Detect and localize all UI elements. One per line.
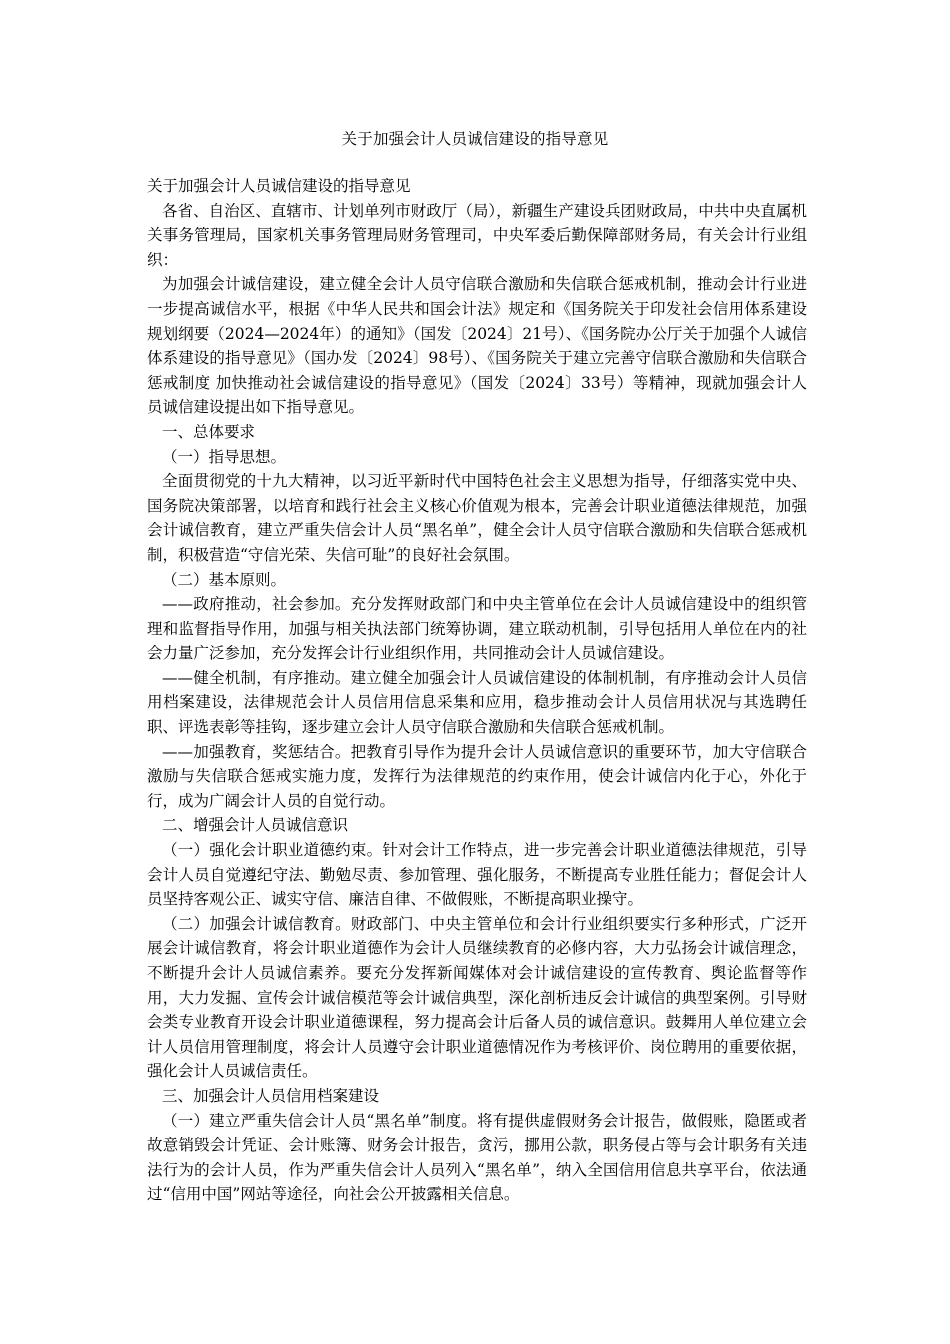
body-paragraph: （二）加强会计诚信教育。财政部门、中央主管单位和会计行业组织要实行多种形式，广泛开展会计诚信教育，将会计职业道德作为会计人员继续教育的必修内容，大力弘扬会计诚信理念，不断提升会计人员诚信素养。要充分发挥新闻媒体对会计诚信建设的宣传教育、舆论监督等作用，大力发掘、宣传会计诚信模范等会计诚信典型，深化剖析违反会计诚信的典型案例。引导财会类专业教育开设会计职业道德课程，努力提高会计后备人员的诚信意识。鼓舞用人单位建立会计人员信用管理制度，将会计人员遵守会计职业道德情况作为考核评价、岗位聘用的重要依据，强化会计人员诚信责任。 <box>147 914 807 1081</box>
document-body <box>147 174 807 1207</box>
subsection-heading: （二）基本原则。 <box>162 570 287 589</box>
document-title: 关于加强会计人员诚信建设的指导意见 <box>341 130 609 148</box>
principle-paragraph: ——健全机制，有序推动。建立健全加强会计人员诚信建设的体制机制，有序推动会计人员信用档案建设，法律规范会计人员信用信息采集和应用，稳步推动会计人员信用状况与其选聘任职、评选表彰等挂钩，逐步建立会计人员守信联合激励和失信联合惩戒机制。 <box>147 668 807 737</box>
addressee-paragraph: 各省、自治区、直辖市、计划单列市财政厅（局），新疆生产建设兵团财政局，中共中央直属机关事务管理局，国家机关事务管理局财务管理司，中央军委后勤保障部财务局，有关会计行业组织： <box>147 201 807 269</box>
body-heading: 关于加强会计人员诚信建设的指导意见 <box>147 177 411 195</box>
body-paragraph: （一）强化会计职业道德约束。针对会计工作特点，进一步完善会计职业道德法律规范，引导会计人员自觉遵纪守法、勤勉尽责、参加管理、强化服务，不断提高专业胜任能力；督促会计人员坚持客观公正、诚实守信、廉洁自律、不做假账，不断提高职业操守。 <box>147 841 807 909</box>
intro-paragraph: 为加强会计诚信建设，建立健全会计人员守信联合激励和失信联合惩戒机制，推动会计行业进一步提高诚信水平，根据《中华人民共和国会计法》规定和《国务院关于印发社会信用体系建设规划纲要（2024—2024年）的通知》（国发〔2024〕21号）、《国务院办公厅关于加强个人诚信体系建设的指导意见》（国办发〔2024〕98号）、《国务院关于建立完善守信联合激励和失信联合惩戒制度 加快推动社会诚信建设的指导意见》（国发〔2024〕33号）等精神，现就加强会计人员诚信建设提出如下指导意见。 <box>147 275 807 417</box>
subsection-heading: （一）指导思想。 <box>162 447 287 466</box>
section-heading-1: 一、总体要求 <box>162 422 256 441</box>
body-paragraph: 全面贯彻党的十九大精神，以习近平新时代中国特色社会主义思想为指导，仔细落实党中央、国务院决策部署，以培育和践行社会主义核心价值观为根本，完善会计职业道德法律规范，加强会计诚信教育，建立严重失信会计人员“黑名单”，健全会计人员守信联合激励和失信联合惩戒机制，积极营造“守信光荣、失信可耻”的良好社会氛围。 <box>147 472 807 564</box>
body-paragraph: （一）建立严重失信会计人员“黑名单”制度。将有提供虚假财务会计报告，做假账，隐匿或者故意销毁会计凭证、会计账簿、财务会计报告，贪污，挪用公款，职务侵占等与会计职务有关违法行为的会计人员，作为严重失信会计人员列入“黑名单”，纳入全国信用信息共享平台，依法通过“信用中国”网站等途径，向社会公开披露相关信息。 <box>147 1111 807 1204</box>
section-heading-3: 三、加强会计人员信用档案建设 <box>162 1086 380 1105</box>
section-heading-2: 二、增强会计人员诚信意识 <box>162 816 349 835</box>
principle-paragraph: ——政府推动，社会参加。充分发挥财政部门和中央主管单位在会计人员诚信建设中的组织管理和监督指导作用，加强与相关执法部门统筹协调，建立联动机制，引导包括用人单位在内的社会力量广泛参加，充分发挥会计行业组织作用，共同推动会计人员诚信建设。 <box>147 595 807 663</box>
principle-paragraph: ——加强教育，奖惩结合。把教育引导作为提升会计人员诚信意识的重要环节，加大守信联合激励与失信联合惩戒实施力度，发挥行为法律规范的约束作用，使会计诚信内化于心，外化于行，成为广阔会计人员的自觉行动。 <box>147 742 807 810</box>
